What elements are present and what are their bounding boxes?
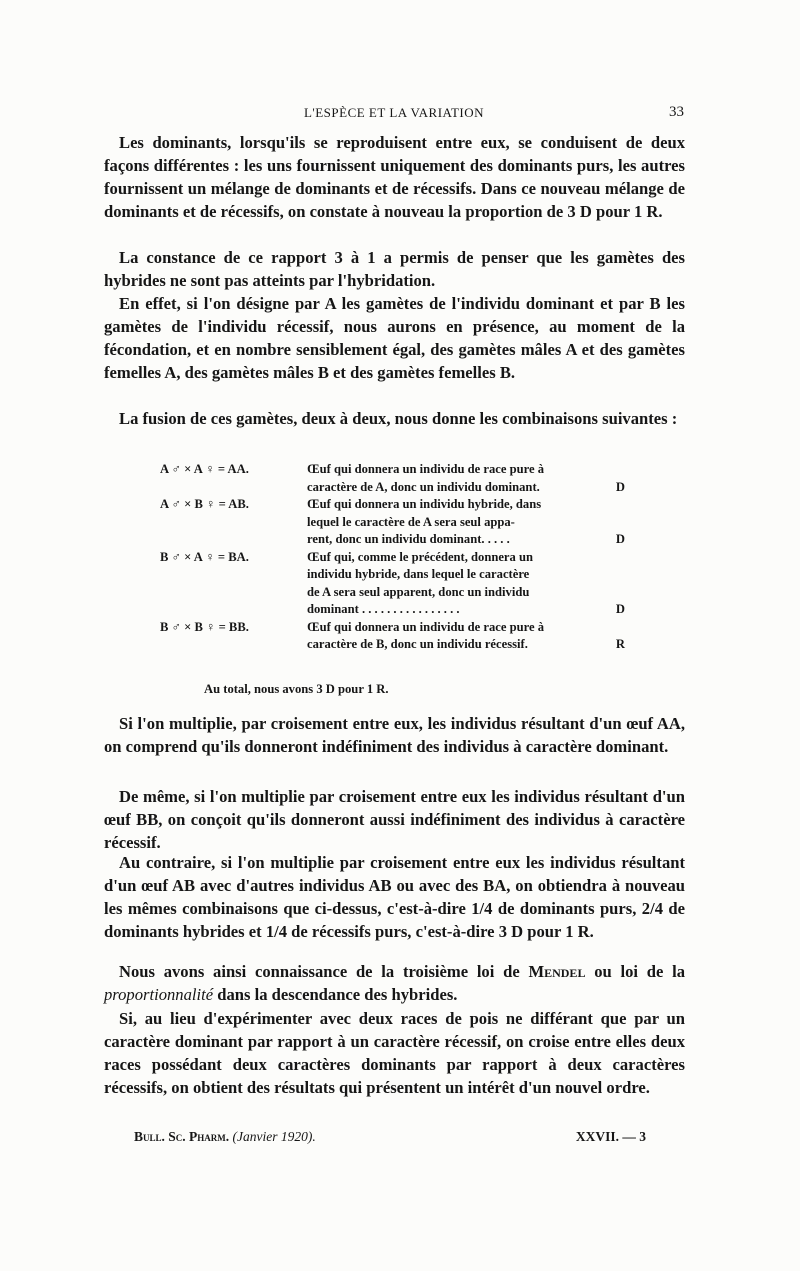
page-header [104, 103, 684, 123]
combination-description [307, 496, 625, 549]
combination-ab [160, 496, 635, 549]
combination-description [307, 619, 625, 654]
paragraph-constance: La constance de ce rapport 3 à 1 a permis de penser que les gamètes des hybrides ne sont pas atteints par l'hybridation. [104, 248, 685, 290]
description-line-text: caractère de A, donc un individu dominant. [307, 479, 540, 494]
volume-signature: XXVII. — 3 [575, 1129, 646, 1144]
law-text-after: dans la descendance des hybrides. [213, 985, 458, 1004]
combination-description [307, 461, 625, 496]
description-line [307, 531, 625, 549]
paragraph-bb: De même, si l'on multiplie par croisement entre eux les individus résultant d'un œuf BB, on conçoit qu'ils donneront aussi indéfiniment des individus à caractère récessif. [104, 787, 685, 852]
page-number: 33 [669, 104, 684, 120]
description-line [307, 636, 625, 654]
combination-formula: B ♂ × B ♀ = BB. [160, 619, 249, 634]
description-line: Œuf qui donnera un individu de race pure à [307, 619, 545, 634]
paragraph-mendel-law [104, 960, 685, 1006]
paragraph-gametes: En effet, si l'on désigne par A les gamètes de l'individu dominant et par B les gamètes de l'individu récessif, nous aurons en présence, au moment de la fécondation, et en nombre sensiblement égal, des gamètes mâles A et des gamètes femelles A, des gamètes mâles B et des gamètes femelles B. [104, 294, 685, 382]
description-line: Œuf qui donnera un individu de race pure à [307, 462, 545, 476]
result-letter: D [615, 532, 625, 546]
result-letter: D [615, 479, 625, 494]
result-letter: D [615, 602, 625, 616]
paragraph-experiment: Si, au lieu d'expérimenter avec deux races de pois ne différant que par un caractère dominant par rapport à un caractère récessif, on croise entre elles deux races possédant deux caractères dominants par rapport à deux caractères récessifs, on obtient des résultats qui présentent un intérêt d'un nouvel ordre. [104, 1009, 685, 1097]
law-text-before: Nous avons ainsi connaissance de la troisième loi de [119, 962, 529, 981]
combination-formula: A ♂ × B ♀ = AB. [160, 497, 249, 511]
paragraph-fusion: La fusion de ces gamètes, deux à deux, nous donne les combinaisons suivantes : [119, 409, 678, 428]
combination-bb [160, 619, 635, 654]
combination-formula: A ♂ × A ♀ = AA. [160, 462, 249, 476]
combination-description [307, 549, 625, 619]
mendel-name: Mendel [528, 962, 586, 981]
description-line: de A sera seul apparent, donc un individu [307, 584, 530, 599]
combination-formula: B ♂ × A ♀ = BA. [160, 549, 249, 564]
running-title: L'ESPÈCE ET LA VARIATION [303, 105, 485, 120]
description-line: lequel le caractère de A sera seul appa- [307, 514, 515, 529]
description-line-text: dominant . . . . . . . . . . . . . . . . [307, 602, 460, 616]
description-line: Œuf qui donnera un individu hybride, dans [307, 497, 542, 511]
law-emphasis: proportionnalité [104, 985, 214, 1004]
combination-ba [160, 549, 635, 619]
paragraph-ab: Au contraire, si l'on multiplie par croisement entre eux les individus résultant d'un œuf AB avec d'autres individus AB ou avec des BA, on obtiendra à nouveau les mêmes combinaisons que ci-dessus, c'est-à-dire 1/4 de dominants purs, 2/4 de dominants hybrides et 1/4 de récessifs purs, c'est-à-dire 3 D pour 1 R. [104, 853, 685, 941]
description-line-text: rent, donc un individu dominant. . . . . [307, 532, 510, 546]
paragraph-aa: Si l'on multiplie, par croisement entre eux, les individus résultant d'un œuf AA, on comprend qu'ils donneront indéfiniment des individus à caractère dominant. [104, 714, 685, 756]
footer-citation [134, 1129, 316, 1145]
total-line: Au total, nous avons 3 D pour 1 R. [204, 682, 389, 696]
description-line-text: caractère de B, donc un individu récessif. [307, 637, 528, 651]
result-letter: R [615, 637, 625, 651]
description-line [307, 601, 625, 619]
journal-name: Bull. Sc. Pharm. [134, 1129, 230, 1144]
combinations-list [160, 461, 635, 654]
combination-aa [160, 461, 635, 496]
description-line: Œuf qui, comme le précédent, donnera un [307, 549, 533, 564]
description-line [307, 479, 625, 497]
law-text-middle: ou loi de la [585, 962, 685, 981]
paragraph-dominants: Les dominants, lorsqu'ils se reproduisent entre eux, se conduisent de deux façons différentes : les uns fournissent uniquement des dominants purs, les autres fournissent un mélange de dominants et de récessifs. Dans ce nouveau mélange de dominants et de récessifs, on constate à nouveau la proportion de 3 D pour 1 R. [104, 133, 685, 221]
description-line: individu hybride, dans lequel le caractère [307, 567, 530, 581]
issue-date: (Janvier 1920). [232, 1129, 316, 1144]
